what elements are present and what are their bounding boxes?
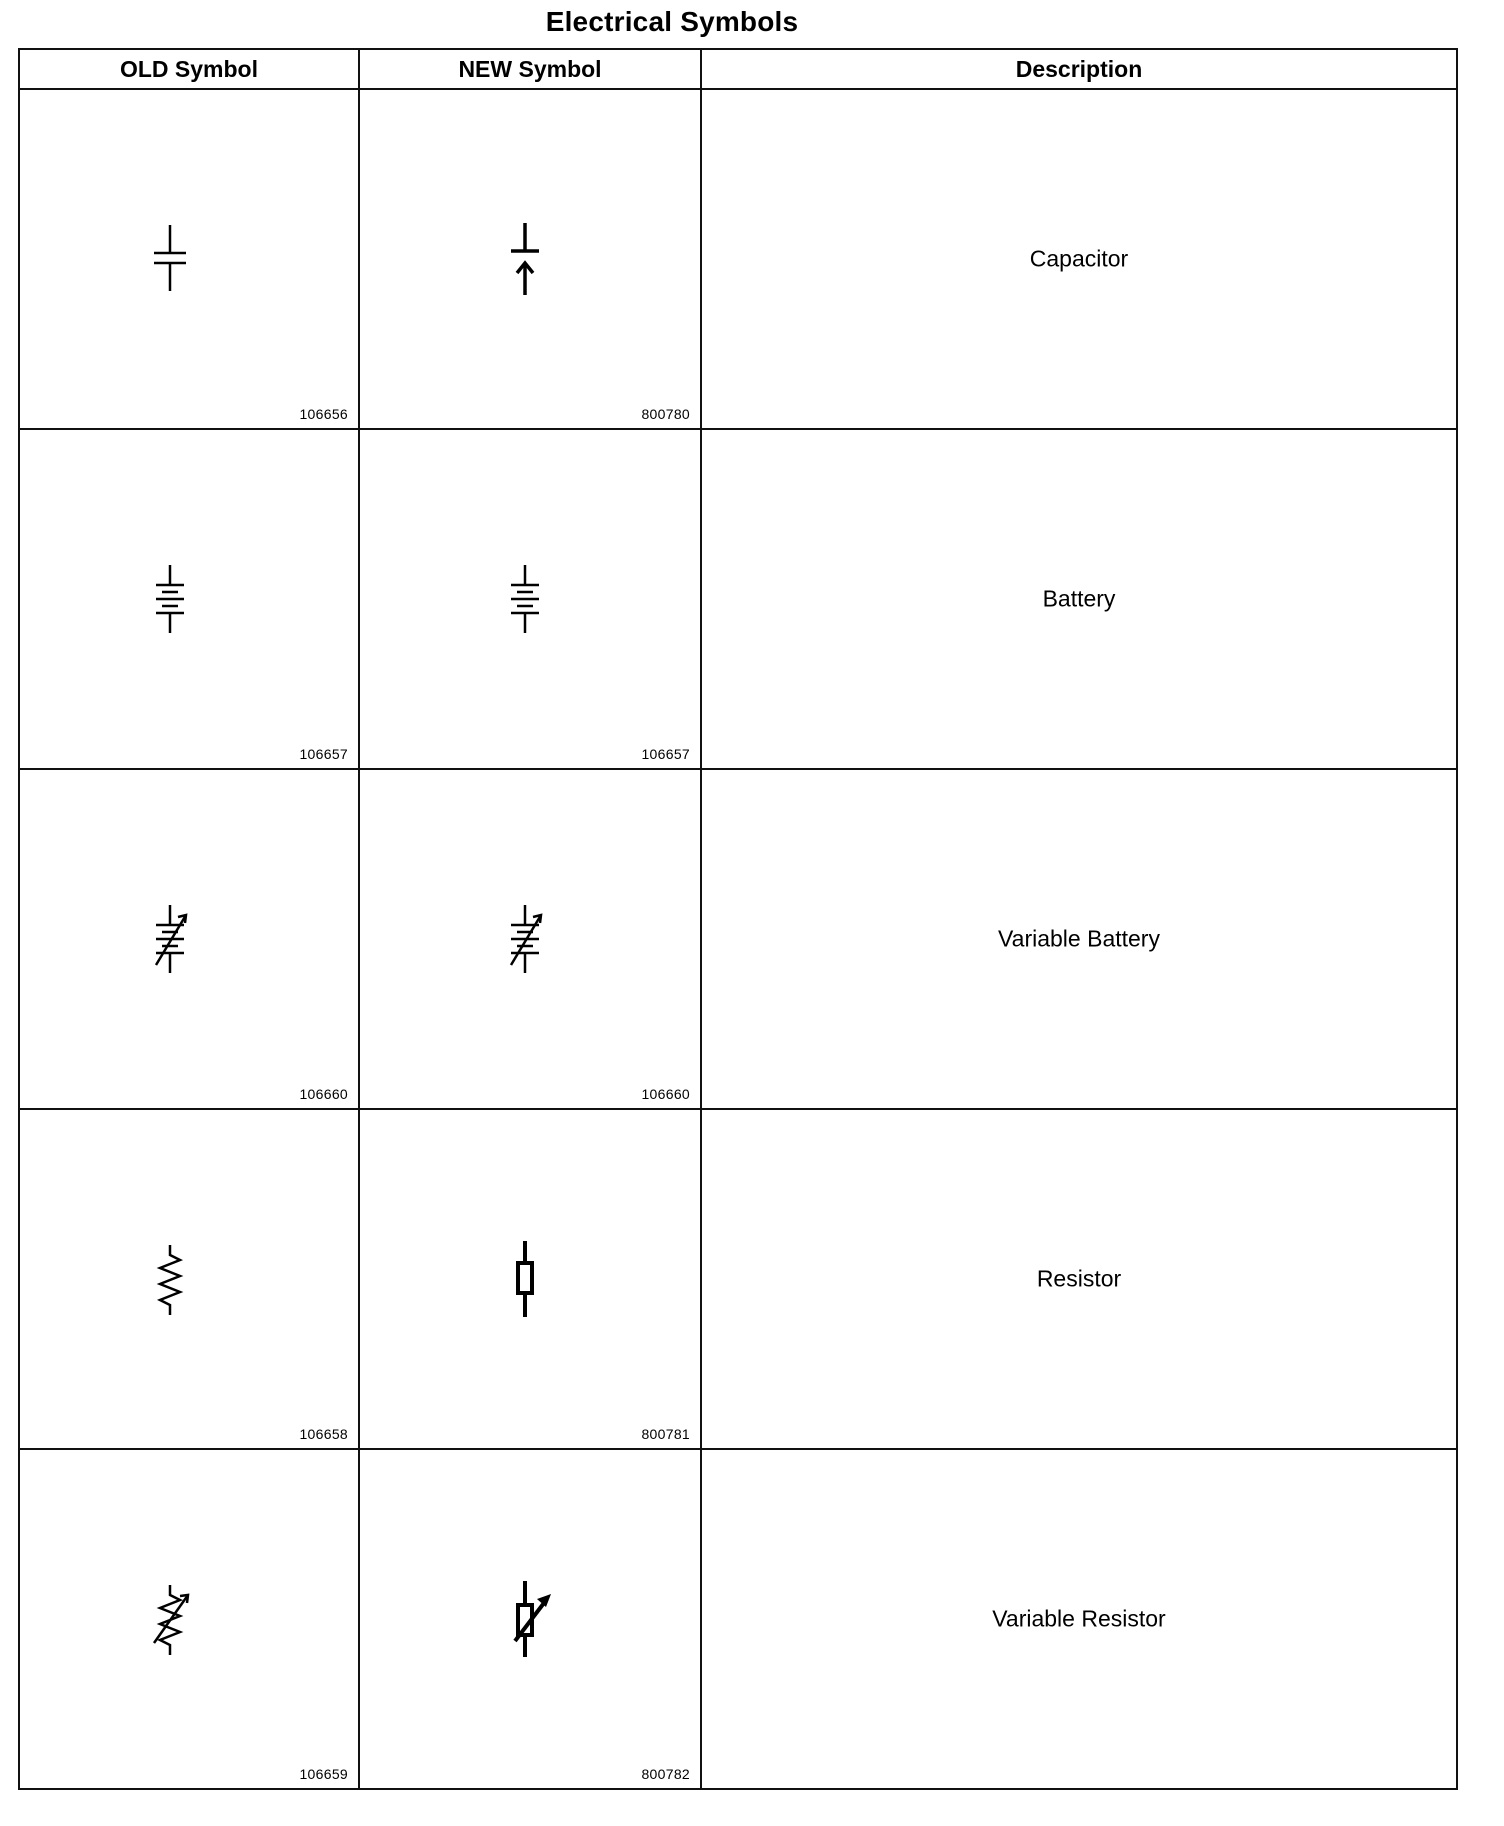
box-resistor-icon: [485, 1239, 565, 1319]
reference-code: 106657: [641, 746, 690, 762]
new-symbol-cell: [359, 769, 701, 1109]
page-title: Electrical Symbols: [545, 6, 799, 37]
reference-code: 106658: [299, 1426, 348, 1442]
description-text: Variable Resistor: [992, 1605, 1166, 1632]
reference-code: 800780: [641, 406, 690, 422]
reference-code: 106659: [299, 1766, 348, 1782]
description-text: Resistor: [1036, 1265, 1122, 1292]
description-cell: [701, 429, 1457, 769]
old-symbol-cell: [19, 769, 359, 1109]
table-row: [19, 1449, 1457, 1789]
reference-code: 106660: [641, 1086, 690, 1102]
new-symbol-cell: [359, 1449, 701, 1789]
description-cell: [701, 1109, 1457, 1449]
old-symbol-cell: [19, 89, 359, 429]
description-text: Capacitor: [1029, 245, 1129, 272]
zigzag-variable-resistor-icon: [130, 1579, 210, 1659]
header-row: [19, 49, 1457, 89]
box-variable-resistor-icon: [485, 1579, 565, 1659]
new-symbol-cell: [359, 89, 701, 429]
capacitor-arrow-icon: [485, 219, 565, 299]
description-cell: [701, 769, 1457, 1109]
reference-code: 800781: [641, 1426, 690, 1442]
new-symbol-cell: [359, 1109, 701, 1449]
description-cell: [701, 1449, 1457, 1789]
battery-icon: [130, 559, 210, 639]
variable-battery-icon: [485, 899, 565, 979]
new-symbol-cell: [359, 429, 701, 769]
variable-battery-icon: [130, 899, 210, 979]
reference-code: 800782: [641, 1766, 690, 1782]
table-row: [19, 1109, 1457, 1449]
description-header: Description: [701, 49, 1457, 89]
description-text: Variable Battery: [998, 925, 1160, 952]
battery-icon: [485, 559, 565, 639]
old-symbol-header: OLD Symbol: [19, 49, 359, 89]
reference-code: 106660: [299, 1086, 348, 1102]
description-text: Battery: [1042, 585, 1116, 612]
zigzag-resistor-icon: [130, 1239, 210, 1319]
old-symbol-cell: [19, 429, 359, 769]
capacitor-icon: [130, 219, 210, 299]
new-symbol-header: NEW Symbol: [359, 49, 701, 89]
description-cell: [701, 89, 1457, 429]
old-symbol-cell: [19, 1109, 359, 1449]
table-row: [19, 429, 1457, 769]
old-symbol-cell: [19, 1449, 359, 1789]
table-row: [19, 769, 1457, 1109]
table-row: [19, 89, 1457, 429]
reference-code: 106657: [299, 746, 348, 762]
electrical-symbols-table: [18, 48, 1458, 1790]
reference-code: 106656: [299, 406, 348, 422]
